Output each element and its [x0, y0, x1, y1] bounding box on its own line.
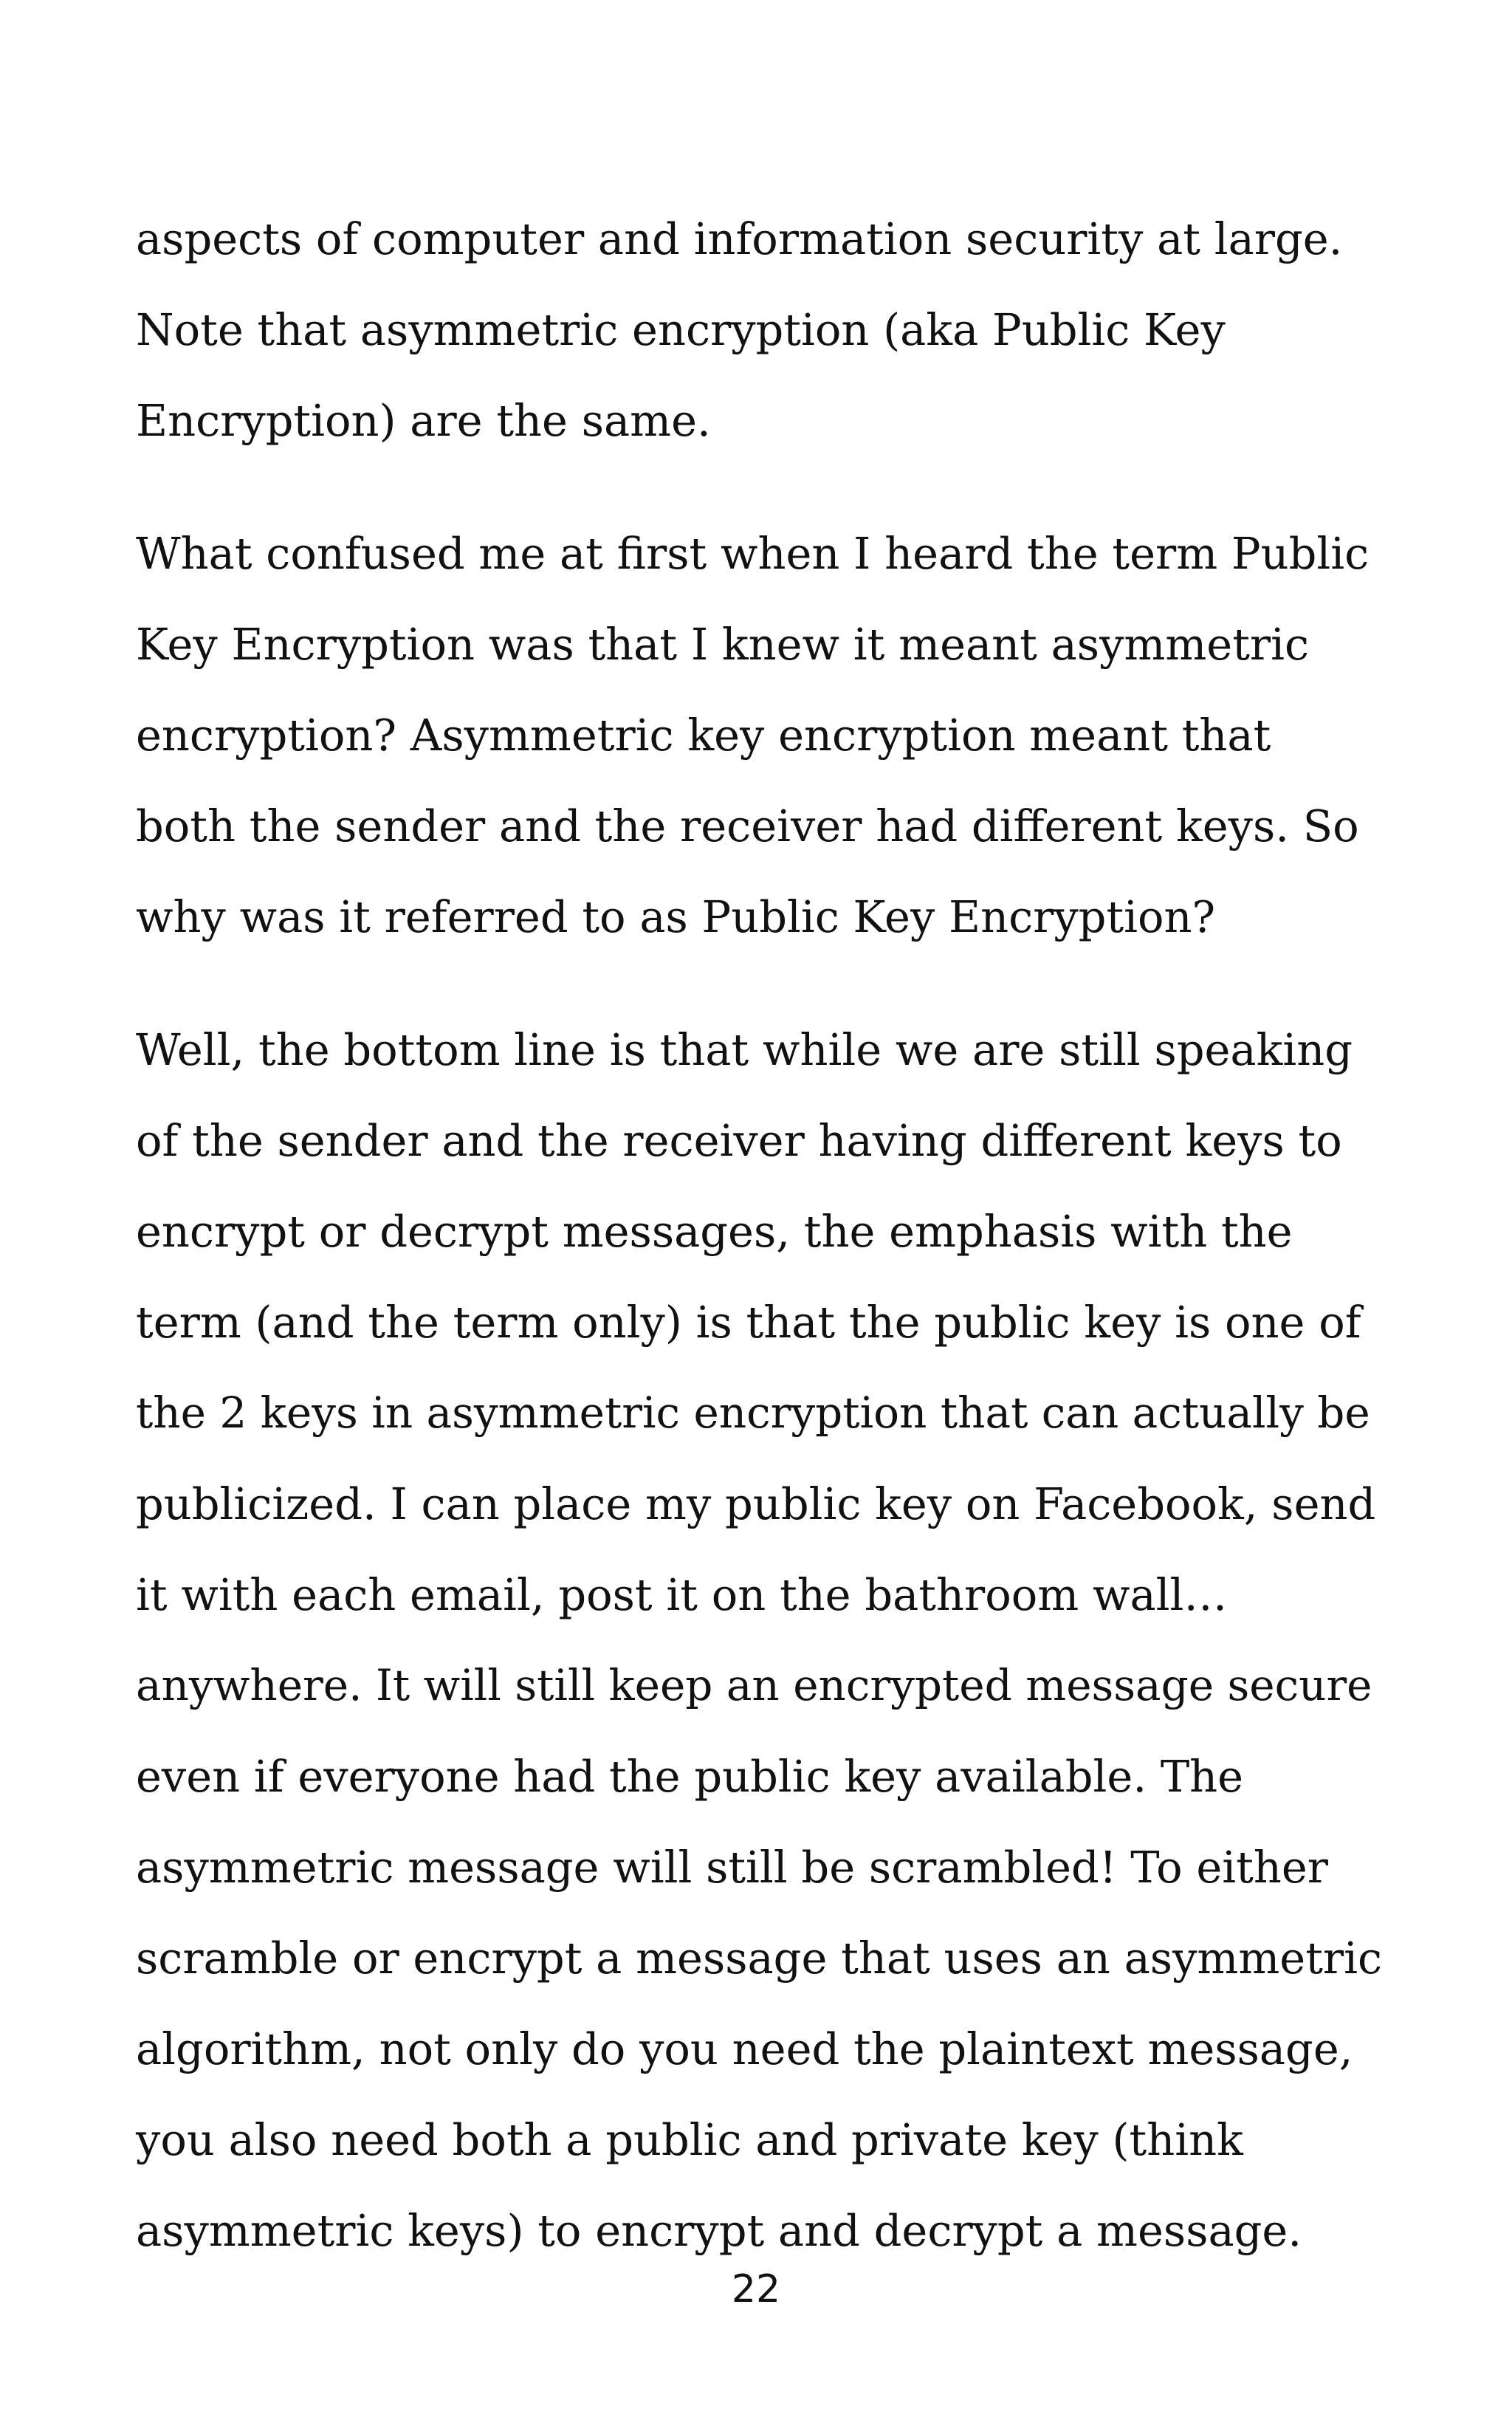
text-line: Key Encryption was that I knew it meant asymmetric	[136, 619, 1310, 670]
text-line: algorithm, not only do you need the plaintext message,	[136, 2023, 1353, 2074]
page-number: 22	[731, 2267, 781, 2311]
text-line: why was it referred to as Public Key Encryption?	[136, 891, 1216, 942]
text-line: Encryption) are the same.	[136, 395, 711, 446]
body-text	[136, 193, 1391, 2276]
text-line: scramble or encrypt a message that uses an asymmetric	[136, 1933, 1383, 1984]
paragraph-spacer	[136, 466, 1391, 508]
text-line: Note that asymmetric encryption (aka Public Key	[136, 304, 1226, 355]
text-line: anywhere. It will still keep an encrypted message secure	[136, 1660, 1372, 1710]
text-line: term (and the term only) is that the public key is one of	[136, 1297, 1361, 1348]
text-line: encrypt or decrypt messages, the emphasis with the	[136, 1206, 1293, 1257]
paragraph-3	[136, 1004, 1391, 2276]
text-line: both the sender and the receiver had different keys. So	[136, 801, 1359, 851]
text-line: aspects of computer and information security at large.	[136, 213, 1343, 264]
paragraph-spacer	[136, 962, 1391, 1004]
paragraph-2	[136, 508, 1391, 962]
text-line: it with each email, post it on the bathroom wall…	[136, 1569, 1228, 1620]
text-line: the 2 keys in asymmetric encryption that can actually be	[136, 1388, 1370, 1438]
paragraph-1	[136, 193, 1391, 466]
text-line: you also need both a public and private key (think	[136, 2114, 1243, 2165]
text-line: asymmetric message will still be scrambled! To either	[136, 1842, 1328, 1893]
text-line: encryption? Asymmetric key encryption meant that	[136, 710, 1271, 761]
text-line: of the sender and the receiver having different keys to	[136, 1115, 1342, 1166]
text-line: publicized. I can place my public key on Facebook, send	[136, 1478, 1376, 1529]
text-line: even if everyone had the public key available. The	[136, 1751, 1244, 1802]
text-line: asymmetric keys) to encrypt and decrypt a message.	[136, 2205, 1302, 2256]
text-line: Well, the bottom line is that while we are still speaking	[136, 1024, 1353, 1075]
text-line: What confused me at first when I heard the term Public	[136, 528, 1370, 579]
